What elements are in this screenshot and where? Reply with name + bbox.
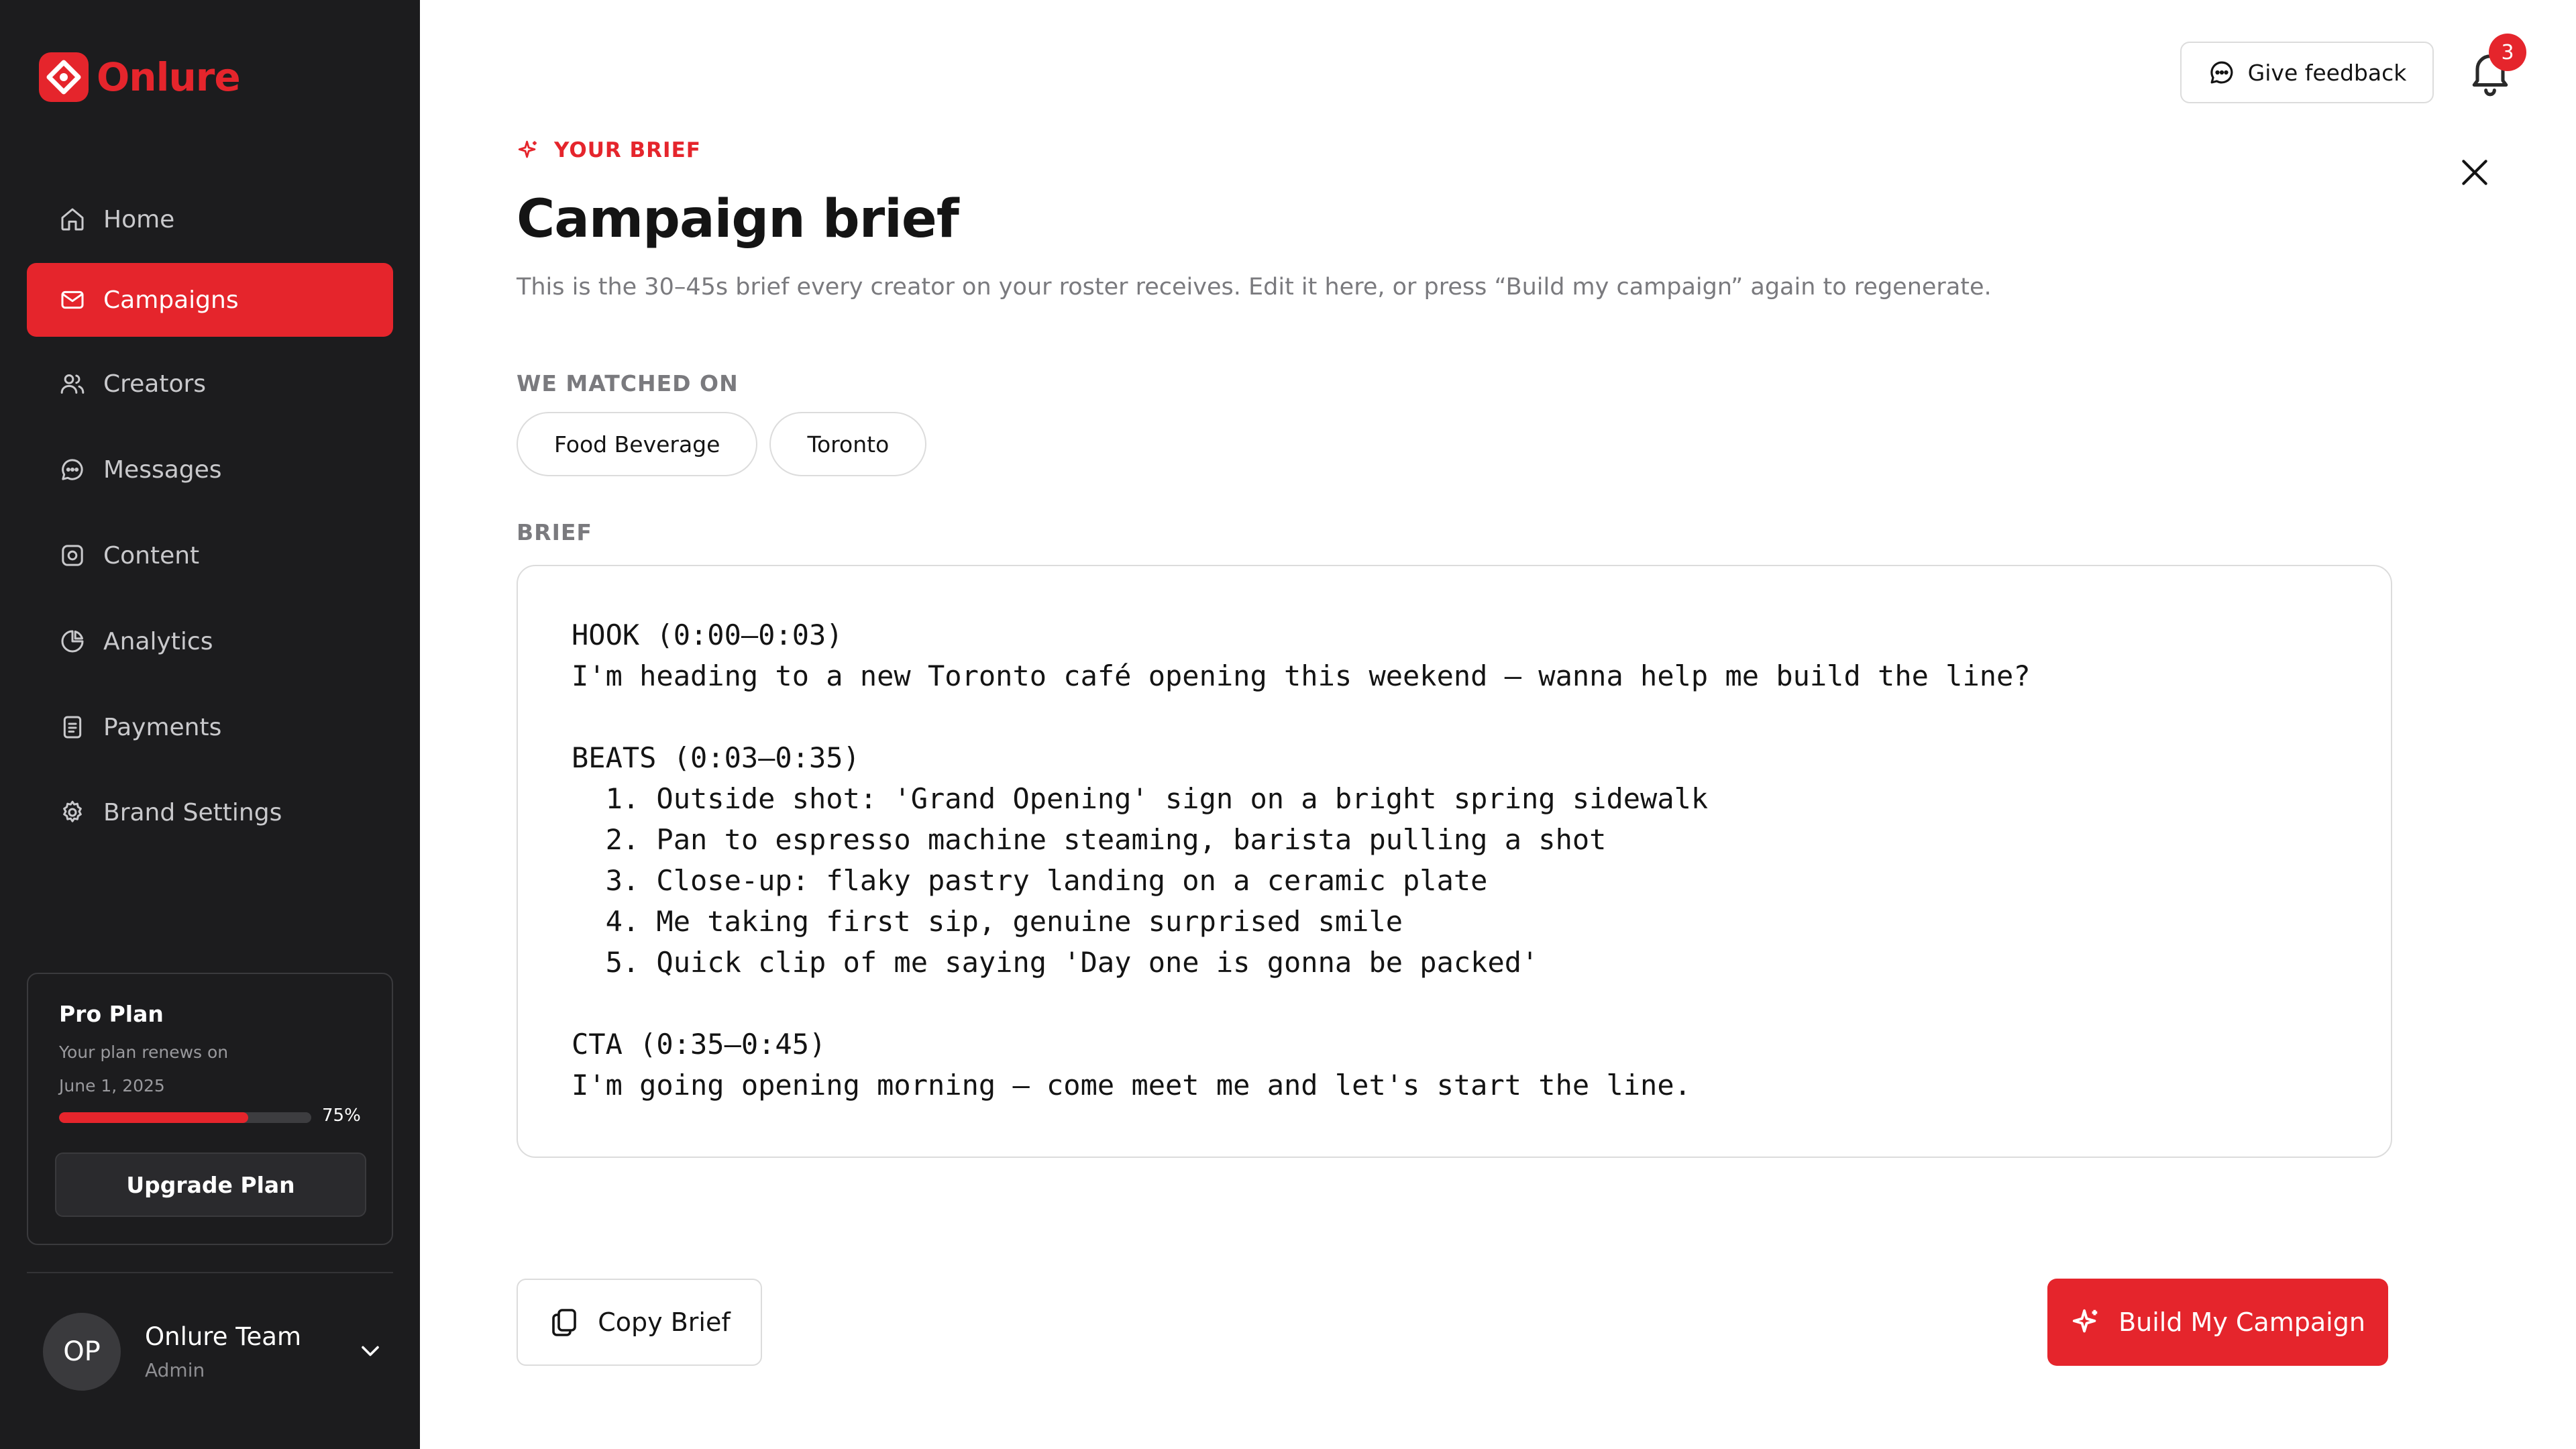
sidebar-item-campaigns[interactable] — [27, 263, 393, 337]
mail-icon — [58, 285, 87, 315]
user-name: Onlure Team — [145, 1322, 302, 1351]
brief-eyebrow — [517, 138, 701, 162]
upgrade-plan-button[interactable]: Upgrade Plan — [55, 1152, 366, 1217]
sidebar — [0, 0, 420, 1449]
gear-icon — [58, 798, 87, 827]
give-feedback-label: Give feedback — [2247, 59, 2407, 86]
sidebar-item-label: Brand Settings — [103, 798, 282, 826]
page-title: Campaign brief — [517, 189, 959, 250]
sidebar-item-label: Creators — [103, 370, 207, 398]
sidebar-divider — [27, 1272, 393, 1273]
sparkle-icon — [517, 139, 539, 162]
brief-editor[interactable] — [517, 565, 2392, 1158]
user-menu[interactable] — [43, 1312, 385, 1391]
sidebar-item-messages[interactable] — [27, 433, 393, 506]
plan-card — [27, 973, 393, 1245]
copy-brief-button[interactable] — [517, 1279, 762, 1366]
plan-renewal-text: Your plan renews on June 1, 2025 — [59, 1042, 229, 1095]
copy-brief-label: Copy Brief — [598, 1307, 731, 1337]
give-feedback-button[interactable] — [2180, 42, 2434, 103]
eyebrow-label: YOUR BRIEF — [554, 138, 701, 162]
sidebar-item-label: Content — [103, 541, 200, 570]
sidebar-item-payments[interactable] — [27, 690, 393, 764]
build-campaign-button[interactable] — [2047, 1279, 2388, 1366]
pie-chart-icon — [58, 627, 87, 656]
sparkle-icon — [2070, 1307, 2101, 1338]
tag-chip[interactable]: Toronto — [769, 412, 926, 476]
home-icon — [58, 205, 87, 234]
brief-text: HOOK (0:00–0:03) I'm heading to a new Toronto café opening this weekend – wanna help me build the line? BEATS (0:03–0:35) 1. Outside shot: 'Grand Opening' sign on a bright spring sidewalk 2. Pan to espresso machine steaming, barista pulling a shot 3. Close-up: flaky pastry landing on a ceramic plate 4. Me taking first sip, genuine surprised smile 5. Quick clip of me saying 'Day one is gonna be packed' CTA (0:35–0:45) I'm going opening morning – come meet me and let's start the line. — [572, 619, 2031, 1102]
plan-title: Pro Plan — [59, 1001, 164, 1027]
plan-progress-fill — [59, 1112, 248, 1123]
chat-bubble-icon — [58, 455, 87, 484]
close-icon[interactable] — [2458, 156, 2491, 189]
plan-progress-bar — [59, 1112, 311, 1123]
sidebar-item-home[interactable] — [27, 182, 393, 256]
sidebar-item-creators[interactable] — [27, 347, 393, 421]
page-description: This is the 30–45s brief every creator on your roster receives. Edit it here, or press “Build my campaign” again to regenerate. — [517, 274, 1992, 301]
chat-bubble-icon — [2208, 58, 2236, 87]
avatar: OP — [43, 1313, 121, 1391]
user-role: Admin — [145, 1359, 205, 1381]
onlure-logo-icon — [39, 52, 89, 102]
sidebar-item-label: Messages — [103, 455, 222, 484]
sidebar-item-brand-settings[interactable] — [27, 775, 393, 849]
sidebar-item-label: Campaigns — [103, 286, 239, 314]
sidebar-item-content[interactable] — [27, 519, 393, 592]
plan-progress-label: 75% — [322, 1106, 361, 1126]
sidebar-item-label: Home — [103, 205, 175, 233]
chevron-down-icon[interactable] — [356, 1336, 385, 1366]
sidebar-item-label: Analytics — [103, 627, 213, 655]
brief-label: BRIEF — [517, 519, 592, 545]
brand-name: Onlure — [97, 54, 240, 100]
users-icon — [58, 369, 87, 398]
tag-chip[interactable]: Food Beverage — [517, 412, 757, 476]
sidebar-item-analytics[interactable] — [27, 604, 393, 678]
notification-badge: 3 — [2489, 34, 2526, 71]
document-icon — [58, 712, 87, 742]
sidebar-item-label: Payments — [103, 713, 222, 741]
build-campaign-label: Build My Campaign — [2118, 1307, 2365, 1337]
brand-logo[interactable] — [39, 52, 240, 102]
matched-tags — [517, 412, 926, 476]
matched-on-label: WE MATCHED ON — [517, 370, 739, 396]
copy-icon — [548, 1306, 580, 1338]
content-icon — [58, 541, 87, 570]
